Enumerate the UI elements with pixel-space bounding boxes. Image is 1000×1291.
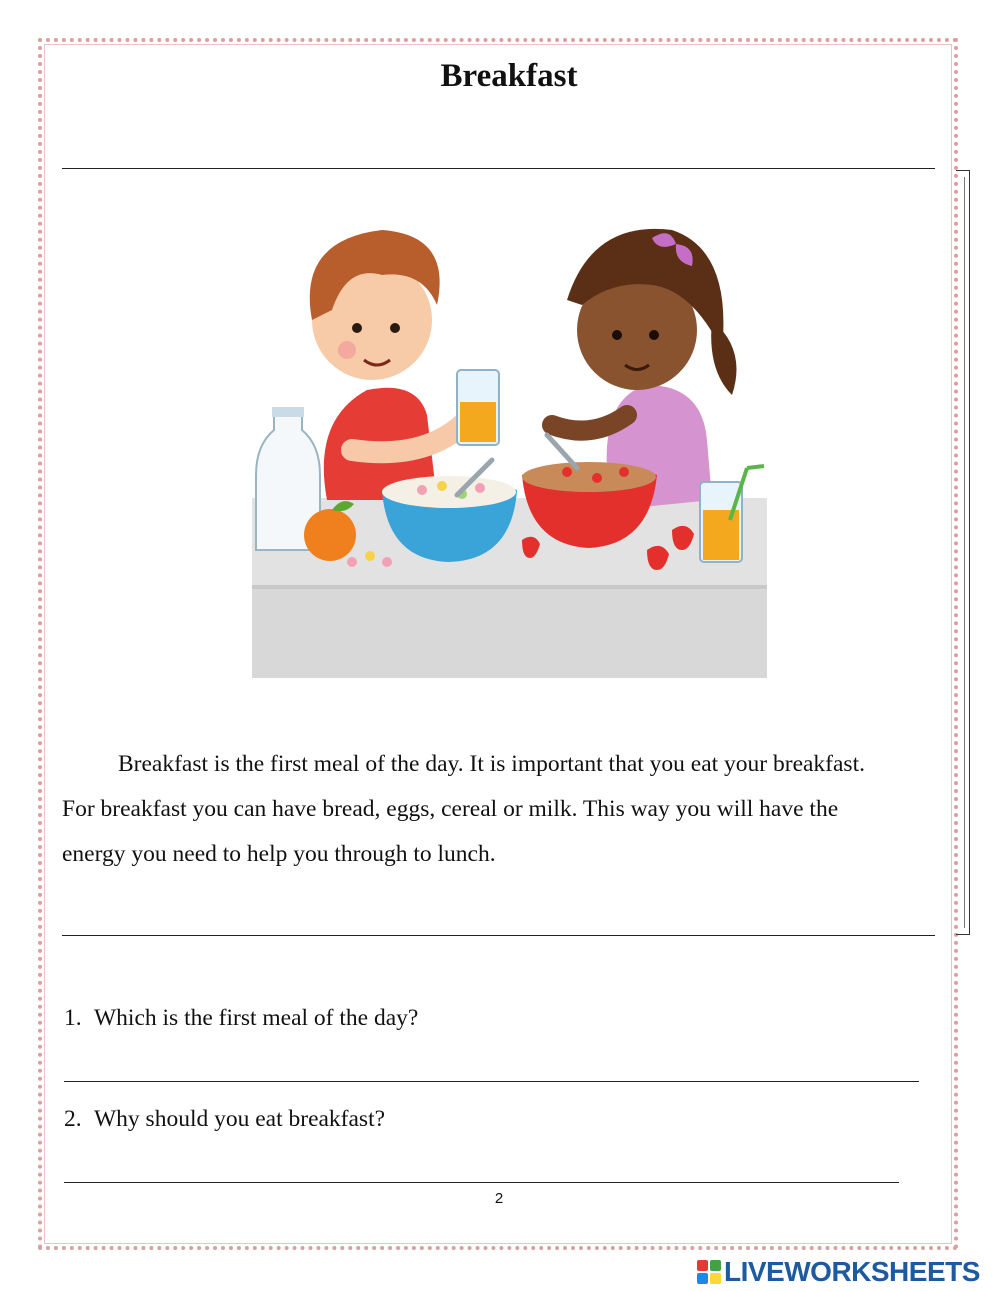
page-number: 2	[494, 1190, 504, 1207]
question-1-text: Which is the first meal of the day?	[94, 1005, 419, 1031]
question-2-number: 2.	[64, 1106, 82, 1132]
worksheet-title: Breakfast	[440, 58, 578, 94]
top-divider	[62, 168, 935, 169]
question-2-text: Why should you eat breakfast?	[94, 1106, 386, 1132]
reading-passage	[62, 742, 938, 877]
answer-line-1[interactable]	[64, 1081, 919, 1082]
passage-line-3: energy you need to help you through to lunch.	[62, 841, 496, 867]
passage-divider	[62, 935, 935, 936]
side-bracket	[956, 170, 970, 935]
liveworksheets-logo[interactable]	[697, 1255, 980, 1289]
question-1	[64, 1005, 418, 1032]
logo-blocks-icon	[697, 1260, 721, 1284]
brand-name: LIVEWORKSHEETS	[724, 1256, 980, 1287]
question-2	[64, 1106, 385, 1133]
children-eating-breakfast-illustration	[252, 210, 767, 678]
passage-line-2: For breakfast you can have bread, eggs, cereal or milk. This way you will have the	[62, 796, 839, 822]
answer-line-2[interactable]	[64, 1182, 899, 1183]
question-1-number: 1.	[64, 1005, 82, 1031]
passage-line-1: Breakfast is the first meal of the day. It is important that you eat your breakfast.	[118, 751, 865, 777]
